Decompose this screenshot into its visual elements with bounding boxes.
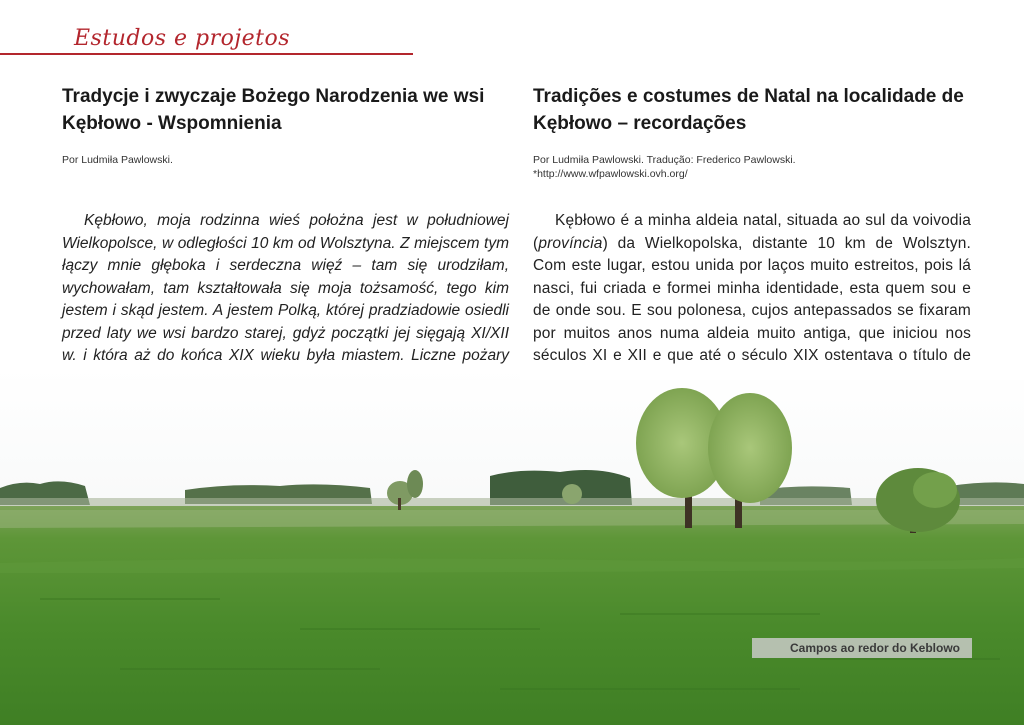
portuguese-body (533, 210, 971, 390)
polish-body: Kębłowo, moja rodzinna wieś położna jest w południowej Wielkopolsce, w odległości 10 km od Wolsztyna. Z miejscem tym łączy mnie głęboka i serdeczna więź – tam się urodziłam, wychowałam, tam kształtowała się moja tożsamość, tego kim jestem i skąd jestem. A jestem Polką, której pradziadowie osiedli przed laty we wsi bardzo starej, gdyż początki jej sięgają XI/XII w. i która aż do końca XIX wieku była miastem. Liczne pożary (62, 212, 509, 364)
portuguese-byline (533, 153, 796, 181)
photo-caption: Campos ao redor do Keblowo (752, 638, 972, 658)
body-italic-term: província (538, 234, 603, 252)
body-part-1: Kębłowo é a minha aldeia natal, situada ao sul da voivodia ( (533, 212, 971, 252)
source-url: *http://www.wfpawlowski.ovh.org/ (533, 168, 688, 180)
section-rule (0, 53, 413, 55)
section-label: Estudos e projetos (74, 26, 291, 51)
polish-byline: Por Ludmiła Pawlowski. (62, 154, 173, 166)
landscape-photo (0, 368, 1024, 725)
translator-credit: Por Ludmiła Pawlowski. Tradução: Frederico Pawlowski. (533, 154, 796, 166)
polish-title: Tradycje i zwyczaje Bożego Narodzenia we wsi Kębłowo - Wspomnienia (62, 86, 485, 134)
body-part-2: ) da Wielkopolska, distante 10 km de Wolsztyn. Com este lugar, estou unida por laços muito estreitos, pois lá nasci, fui criada e formei minha identidade, esta quem sou e de onde sou. E sou polonesa, cujos antepassados se fixaram por muitos anos numa aldeia muito antiga, que iniciou nos séculos XI e XII e que até o século XIX ostentava o título de (533, 234, 971, 364)
portuguese-title: Tradições e costumes de Natal na localidade de Kębłowo – recordações (533, 86, 964, 134)
